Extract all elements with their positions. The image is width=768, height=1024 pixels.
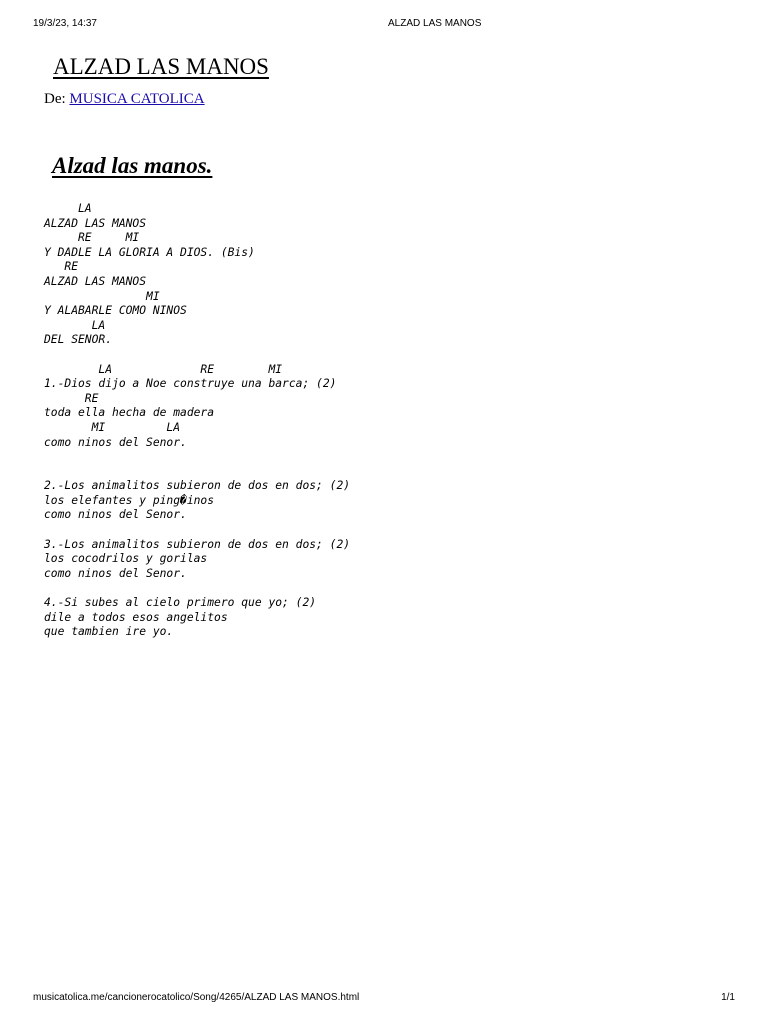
author-link[interactable]: MUSICA CATOLICA	[69, 91, 205, 107]
print-url: musicatolica.me/cancionerocatolico/Song/4265/ALZAD LAS MANOS.html	[33, 992, 360, 1003]
print-page-number: 1/1	[721, 992, 735, 1003]
lyrics-with-chords: LA ALZAD LAS MANOS RE MI Y DADLE LA GLORIA A DIOS. (Bis) RE ALZAD LAS MANOS MI Y ALABARLE COMO NINOS LA DEL SENOR. LA RE MI 1.-Dios dijo a Noe construye una barca; (2) RE toda ella hecha de madera MI LA como ninos del Senor. 2.-Los animalitos subieron de dos en dos; (2) los elefantes y ping�inos como ninos del Senor. 3.-Los animalitos subieron de dos en dos; (2) los cocodrilos y gorilas como ninos del Senor. 4.-Si subes al cielo primero que yo; (2) dile a todos esos angelitos que tambien ire yo.	[44, 202, 351, 639]
page-title: ALZAD LAS MANOS	[53, 54, 269, 79]
print-doc-title: ALZAD LAS MANOS	[388, 18, 482, 29]
byline	[44, 91, 205, 108]
byline-prefix: De:	[44, 91, 70, 107]
print-datetime: 19/3/23, 14:37	[33, 18, 97, 29]
song-heading: Alzad las manos.	[52, 153, 213, 178]
